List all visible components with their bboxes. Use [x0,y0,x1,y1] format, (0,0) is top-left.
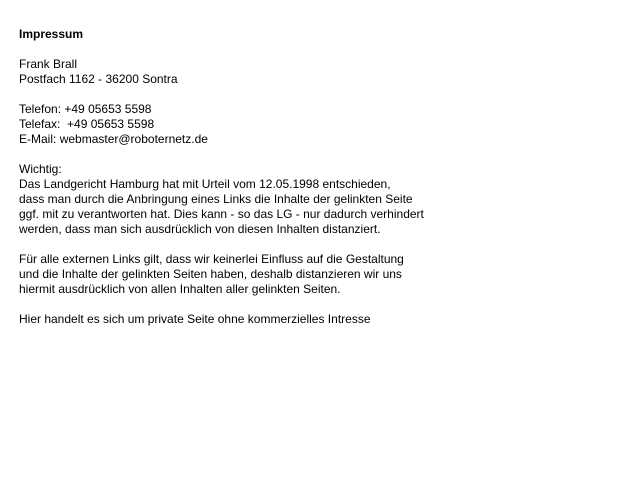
note-block [19,312,640,327]
phone-line [19,102,640,117]
disclaimer-line: dass man durch die Anbringung eines Links die Inhalte der gelinkten Seite [19,192,413,206]
email-link[interactable]: webmaster@roboternetz.de [59,132,208,146]
external-links-line: und die Inhalte der gelinkten Seiten haben, deshalb distanzieren wir uns [19,267,402,281]
disclaimer-line: werden, dass man sich ausdrücklich von diesen Inhalten distanziert. [19,222,381,236]
owner-name: Frank Brall [19,57,78,71]
phone-value: +49 05653 5598 [64,102,152,116]
page-title: Impressum [19,27,84,41]
disclaimer-line: Das Landgericht Hamburg hat mit Urteil vom 12.05.1998 entschieden, [19,177,391,191]
spacer [19,87,640,102]
email-label: E-Mail: [19,132,57,146]
spacer [19,237,640,252]
phone-label: Telefon: [19,102,62,116]
private-note: Hier handelt es sich um private Seite ohne kommerzielles Intresse [19,312,371,326]
spacer [19,42,640,57]
external-links-line: Für alle externen Links gilt, dass wir keinerlei Einfluss auf die Gestaltung [19,252,404,266]
disclaimer-block [19,162,640,237]
contact-block [19,102,640,147]
postal-address: Postfach 1162 - 36200 Sontra [19,72,178,86]
disclaimer-heading: Wichtig: [19,162,62,176]
fax-value: +49 05653 5598 [67,117,155,131]
spacer [19,147,640,162]
spacer [19,297,640,312]
external-links-block [19,252,640,297]
fax-line [19,117,640,132]
external-links-line: hiermit ausdrücklich von allen Inhalten aller gelinkten Seiten. [19,282,341,296]
address-block [19,57,640,87]
disclaimer-line: ggf. mit zu verantworten hat. Dies kann - so das LG - nur dadurch verhindert [19,207,424,221]
email-line [19,132,640,147]
fax-label: Telefax: [19,117,61,131]
